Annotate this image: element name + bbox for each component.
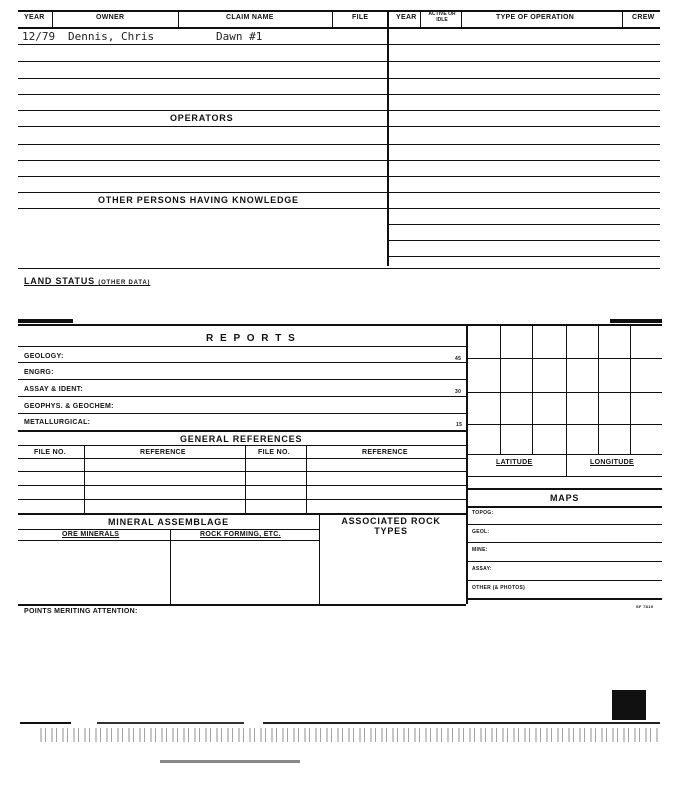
report-assay: ASSAY & IDENT: [24,386,84,393]
row-line [466,542,662,543]
row-line [389,44,660,45]
report-geology: GEOLOGY: [24,353,64,360]
land-status-sub: (OTHER DATA) [98,280,151,286]
row-line [18,413,466,414]
header-claim-name: CLAIM NAME [226,14,274,21]
row-line [18,44,387,45]
grid-line [532,324,533,454]
general-references-heading: GENERAL REFERENCES [180,434,303,444]
row-line [466,476,662,477]
grid-line [466,424,662,425]
grid-line [630,324,631,454]
land-status-rule [18,268,660,269]
row-line [466,506,662,508]
row-line [18,499,466,500]
header-divider [52,10,53,27]
row-line [389,240,660,241]
reports-rule-mark-left [18,319,73,323]
header-bottom-rule [18,27,660,29]
grid-line [598,324,599,454]
row-line [389,94,660,95]
reports-rule-mark-right [610,319,662,323]
row-line [389,224,660,225]
row-line [389,61,660,62]
entry-owner: Dennis, Chris [68,30,155,43]
row-line [466,598,662,600]
row-line [18,78,387,79]
header-divider [420,10,421,27]
entry-date: 12/79 [22,30,56,43]
report-number-30: 30 [455,389,462,395]
maps-heading: MAPS [550,493,580,503]
header-divider [461,10,462,27]
land-status-label: LAND STATUS [24,276,95,286]
row-line [18,513,466,515]
header-owner: OWNER [96,14,125,21]
gen-ref-file-no-1: FILE NO. [34,449,66,456]
row-line [389,78,660,79]
row-line [18,110,387,111]
header-crew: CREW [632,14,655,21]
report-metallurgical: METALLURGICAL: [24,419,91,426]
header-active-idle: ACTIVE OR IDLE [428,11,456,23]
maps-assay: ASSAY: [472,566,492,572]
gen-ref-file-no-2: FILE NO. [258,449,290,456]
report-engrg: ENGRG: [24,369,54,376]
latitude-label: LATITUDE [496,459,533,466]
land-status-heading [24,276,150,286]
header-divider [178,10,179,27]
scan-artifact-smudge [160,760,300,763]
reports-maps-divider [466,324,468,604]
row-line [18,540,319,541]
row-line [389,126,660,127]
row-line [389,176,660,177]
longitude-label: LONGITUDE [590,459,634,466]
row-line [18,346,466,347]
report-geophys: GEOPHYS. & GEOCHEM: [24,403,114,410]
row-line [466,580,662,581]
row-line [466,524,662,525]
maps-topog: TOPOG: [472,510,494,516]
row-line [18,144,387,145]
scan-artifact-block [612,690,646,720]
entry-claim: Dawn #1 [216,30,263,43]
row-line [389,110,660,111]
row-line [466,561,662,562]
gen-ref-reference-1: REFERENCE [140,449,186,456]
row-line [389,144,660,145]
header-divider [332,10,333,27]
header-year: YEAR [24,14,45,21]
row-line [18,94,387,95]
grid-line [466,392,662,393]
row-line [18,485,466,486]
row-line [18,604,466,606]
row-line [18,529,319,530]
operators-heading: OPERATORS [170,113,234,123]
col-line [566,454,567,476]
row-line [18,208,387,209]
header-top-rule [18,10,660,12]
maps-geol: GEOL: [472,529,490,535]
row-line [18,396,466,397]
scan-artifact-noise [40,728,660,742]
reports-heading: R E P O R T S [206,333,297,344]
row-line [18,379,466,380]
row-line [389,160,660,161]
col-line [319,513,320,604]
main-divider [387,10,389,266]
gen-ref-reference-2: REFERENCE [362,449,408,456]
col-line [245,445,246,513]
grid-line [566,324,567,454]
col-line [306,445,307,513]
row-line [18,192,387,193]
points-meriting-attention: POINTS MERITING ATTENTION: [24,608,138,615]
report-number-45: 45 [455,356,462,362]
row-line [18,471,466,472]
row-line [389,192,660,193]
row-line [18,61,387,62]
header-divider [622,10,623,27]
grid-line [500,324,501,454]
row-line [18,458,466,459]
grid-line [466,454,662,455]
header-file: FILE [352,14,369,21]
row-line [18,445,466,446]
row-line [18,430,466,432]
col-line [84,445,85,513]
row-line [18,160,387,161]
rock-forming-label: ROCK FORMING, ETC. [200,531,281,538]
form-number: SF 7819 [636,604,654,609]
ore-minerals-label: ORE MINERALS [62,531,120,538]
report-number-15: 15 [456,422,463,428]
row-line [389,256,660,257]
row-line [18,362,466,363]
scan-artifact-line [20,722,660,724]
header-year-2: YEAR [396,14,417,21]
mineral-assemblage-heading: MINERAL ASSEMBLAGE [108,517,229,527]
row-line [389,208,660,209]
row-line [466,488,662,490]
row-line [18,126,387,127]
associated-rock-types-heading: ASSOCIATED ROCK TYPES [341,516,441,536]
header-type-of-operation: TYPE OF OPERATION [496,14,575,21]
maps-other: OTHER (& PHOTOS) [472,585,526,591]
maps-mine: MINE: [472,547,488,553]
row-line [18,176,387,177]
other-persons-heading: OTHER PERSONS HAVING KNOWLEDGE [98,195,299,205]
grid-line [466,358,662,359]
